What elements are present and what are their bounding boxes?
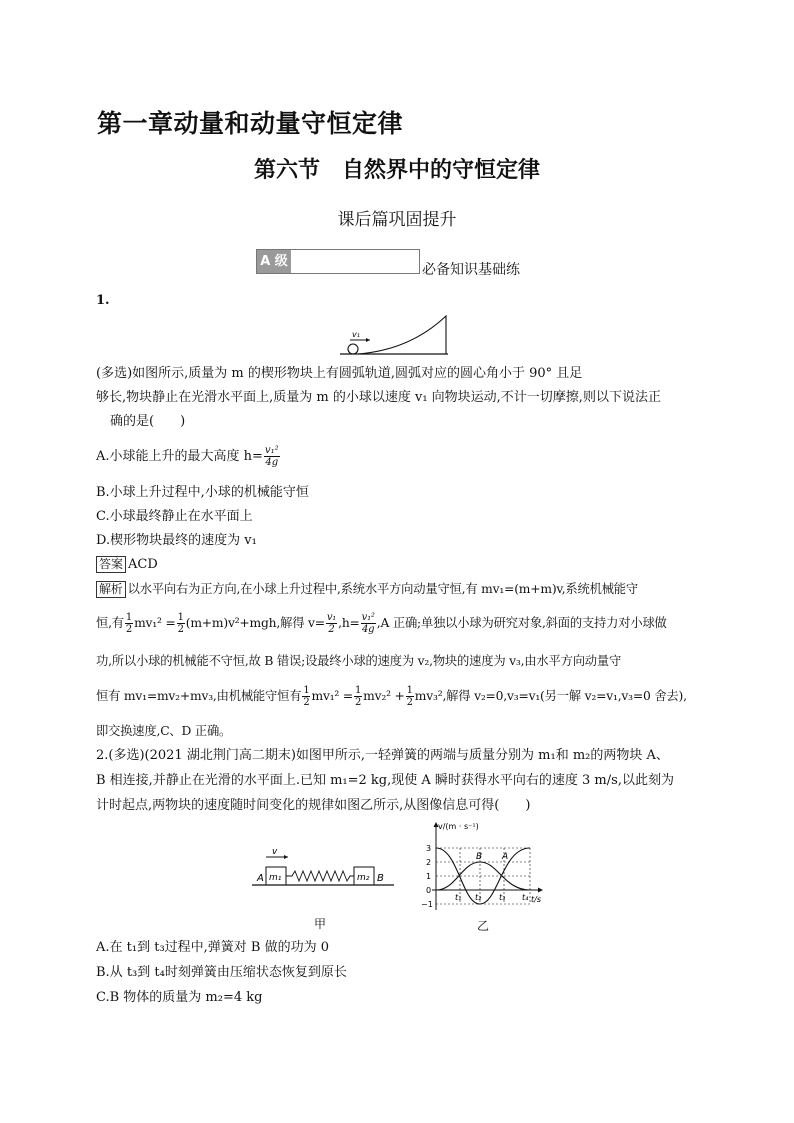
grid-lines — [436, 848, 530, 904]
sol-2c: (m+m)v²+mgh,解得 v= — [185, 616, 325, 630]
q1-stem-line1: (多选)如图所示,质量为 m 的楔形物块上有圆弧轨道,圆弧对应的圆心角小于 90° 且足 — [96, 366, 583, 381]
level-badge: A 级 — [257, 250, 291, 273]
label-b: B — [377, 873, 384, 884]
frac-half-num-2: 1 — [177, 612, 184, 623]
level-box — [256, 249, 420, 274]
curve-a — [436, 848, 530, 904]
x-axis-label: t/s — [531, 895, 541, 904]
frac-half-den: 2 — [125, 624, 133, 635]
option-a-den: 4g — [265, 457, 279, 468]
y-tick-3: 3 — [426, 844, 432, 853]
sol-4d: mv₃²,解得 v₂=0,v₃=v₁(另一解 v₂=v₁,v₃=0 舍去), — [414, 689, 687, 703]
curve-b-label: B — [476, 852, 483, 862]
frac-v-num: v₁ — [326, 612, 337, 623]
q1-solution-line3: 功,所以小球的机械能不守恒,故 B 错误;设最终小球的速度为 v₂,物块的速度为 v₃,由水平方向动量守 — [96, 654, 622, 668]
arrow-head — [366, 338, 370, 342]
label-m2: m₂ — [357, 873, 370, 883]
label-a: A — [257, 873, 264, 884]
x-tick-t3: t₃ — [499, 893, 506, 902]
frac-v-den: 2 — [328, 624, 335, 635]
frac-c-num: 1 — [406, 685, 413, 696]
chapter-title: 第一章动量和动量守恒定律 — [97, 109, 404, 138]
q2-figure-a — [248, 845, 398, 893]
frac-half-num: 1 — [125, 612, 133, 623]
q1-number: 1. — [96, 293, 110, 308]
ball — [348, 344, 358, 354]
sol-4b: mv₁² = — [311, 689, 353, 703]
sol-2d: ,h= — [338, 616, 360, 630]
sol-4a: 恒有 mv₁=mv₂+mv₃,由机械能守恒有 — [96, 689, 302, 703]
x-tick-t4: t₄ — [522, 893, 529, 902]
sol-2b: mv₁² = — [134, 616, 176, 630]
frac-b-den: 2 — [354, 697, 362, 708]
q1-option-b: B.小球上升过程中,小球的机械能守恒 — [96, 485, 309, 500]
frac-a-den: 2 — [303, 697, 310, 708]
q1-stem-line3: 确的是( ) — [110, 414, 186, 429]
figure-a-caption: 甲 — [314, 917, 327, 931]
y-tick-0: 0 — [426, 886, 432, 895]
spring — [286, 871, 354, 881]
wedge-block — [358, 316, 446, 354]
label-m1: m₁ — [269, 873, 282, 883]
frac-b-num: 1 — [354, 685, 362, 696]
option-a-num: v₁² — [264, 445, 279, 456]
y-axis-label: v/(m · s⁻¹) — [438, 822, 479, 831]
frac-half-den-2: 2 — [177, 624, 184, 635]
curve-b — [436, 862, 530, 890]
q1-solution-line1 — [96, 580, 638, 599]
sol-2e: ,A 正确;单独以小球为研究对象,斜面的支持力对小球做 — [376, 616, 667, 630]
q2-stem-line3: 计时起点,两物块的速度随时间变化的规律如图乙所示,从图像信息可得( ) — [96, 798, 531, 813]
analysis-tag: 解析 — [96, 581, 126, 598]
q1-option-d: D.楔形物块最终的速度为 v₁ — [96, 533, 257, 548]
x-axis-arrow — [538, 888, 543, 893]
section-title: 第六节 自然界中的守恒定律 — [253, 158, 540, 183]
sol-4c: mv₂² + — [363, 689, 405, 703]
v-label: v — [272, 847, 278, 857]
sol-2a: 恒,有 — [96, 616, 124, 630]
v1-label: v₁ — [352, 330, 360, 339]
frac-c-den: 2 — [406, 697, 413, 708]
q1-figure — [340, 312, 450, 356]
q1-solution-line5: 即交换速度,C、D 正确。 — [96, 724, 232, 738]
frac-h-den: 4g — [362, 624, 375, 635]
y-tick-2: 2 — [426, 858, 432, 867]
curve-a-label: A — [502, 852, 509, 862]
q1-solution-line2 — [96, 612, 667, 635]
y-tick-neg1: −1 — [421, 900, 433, 909]
q2-figure-b — [418, 820, 548, 918]
q2-stem-line1: 2.(多选)(2021 湖北荆门高二期末)如图甲所示,一轻弹簧的两端与质量分别为 m₁和 m₂的两物块 A、 — [96, 748, 669, 763]
frac-a-num: 1 — [303, 685, 310, 696]
sol-text-1: 以水平向右为正方向,在小球上升过程中,系统水平方向动量守恒,有 mv₁=(m+m)v,系统机械能守 — [127, 582, 638, 596]
answer-tag: 答案 — [96, 556, 126, 573]
q2-option-c: C.B 物体的质量为 m₂=4 kg — [96, 990, 263, 1005]
level-label: 必备知识基础练 — [422, 262, 520, 278]
q1-option-c: C.小球最终静止在水平面上 — [96, 509, 253, 524]
answer-value: ACD — [128, 557, 158, 572]
subtitle: 课后篇巩固提升 — [337, 210, 457, 230]
q1-answer — [96, 555, 158, 574]
q2-option-a: A.在 t₁到 t₃过程中,弹簧对 B 做的功为 0 — [96, 940, 330, 955]
y-tick-1: 1 — [426, 872, 432, 881]
x-tick-t2: t₂ — [475, 893, 482, 902]
q1-option-a — [96, 445, 281, 468]
q2-stem-line2: B 相连接,并静止在光滑的水平面上.已知 m₁=2 kg,现使 A 瞬时获得水平向右的速度 3 m/s,以此刻为 — [96, 773, 674, 788]
q1-solution-line4 — [96, 685, 687, 708]
q2-option-b: B.从 t₃到 t₄时刻弹簧由压缩状态恢复到原长 — [96, 965, 347, 980]
arrow-head-a — [284, 855, 288, 859]
frac-h-num: v₁² — [361, 612, 375, 623]
x-tick-t1: t₁ — [455, 893, 462, 902]
figure-b-caption: 乙 — [477, 919, 490, 933]
q1-stem-line2: 够长,物块静止在光滑水平面上,质量为 m 的小球以速度 v₁ 向物块运动,不计一切摩擦,则以下说法正 — [96, 390, 661, 405]
option-a-text: A.小球能上升的最大高度 h= — [96, 449, 263, 464]
